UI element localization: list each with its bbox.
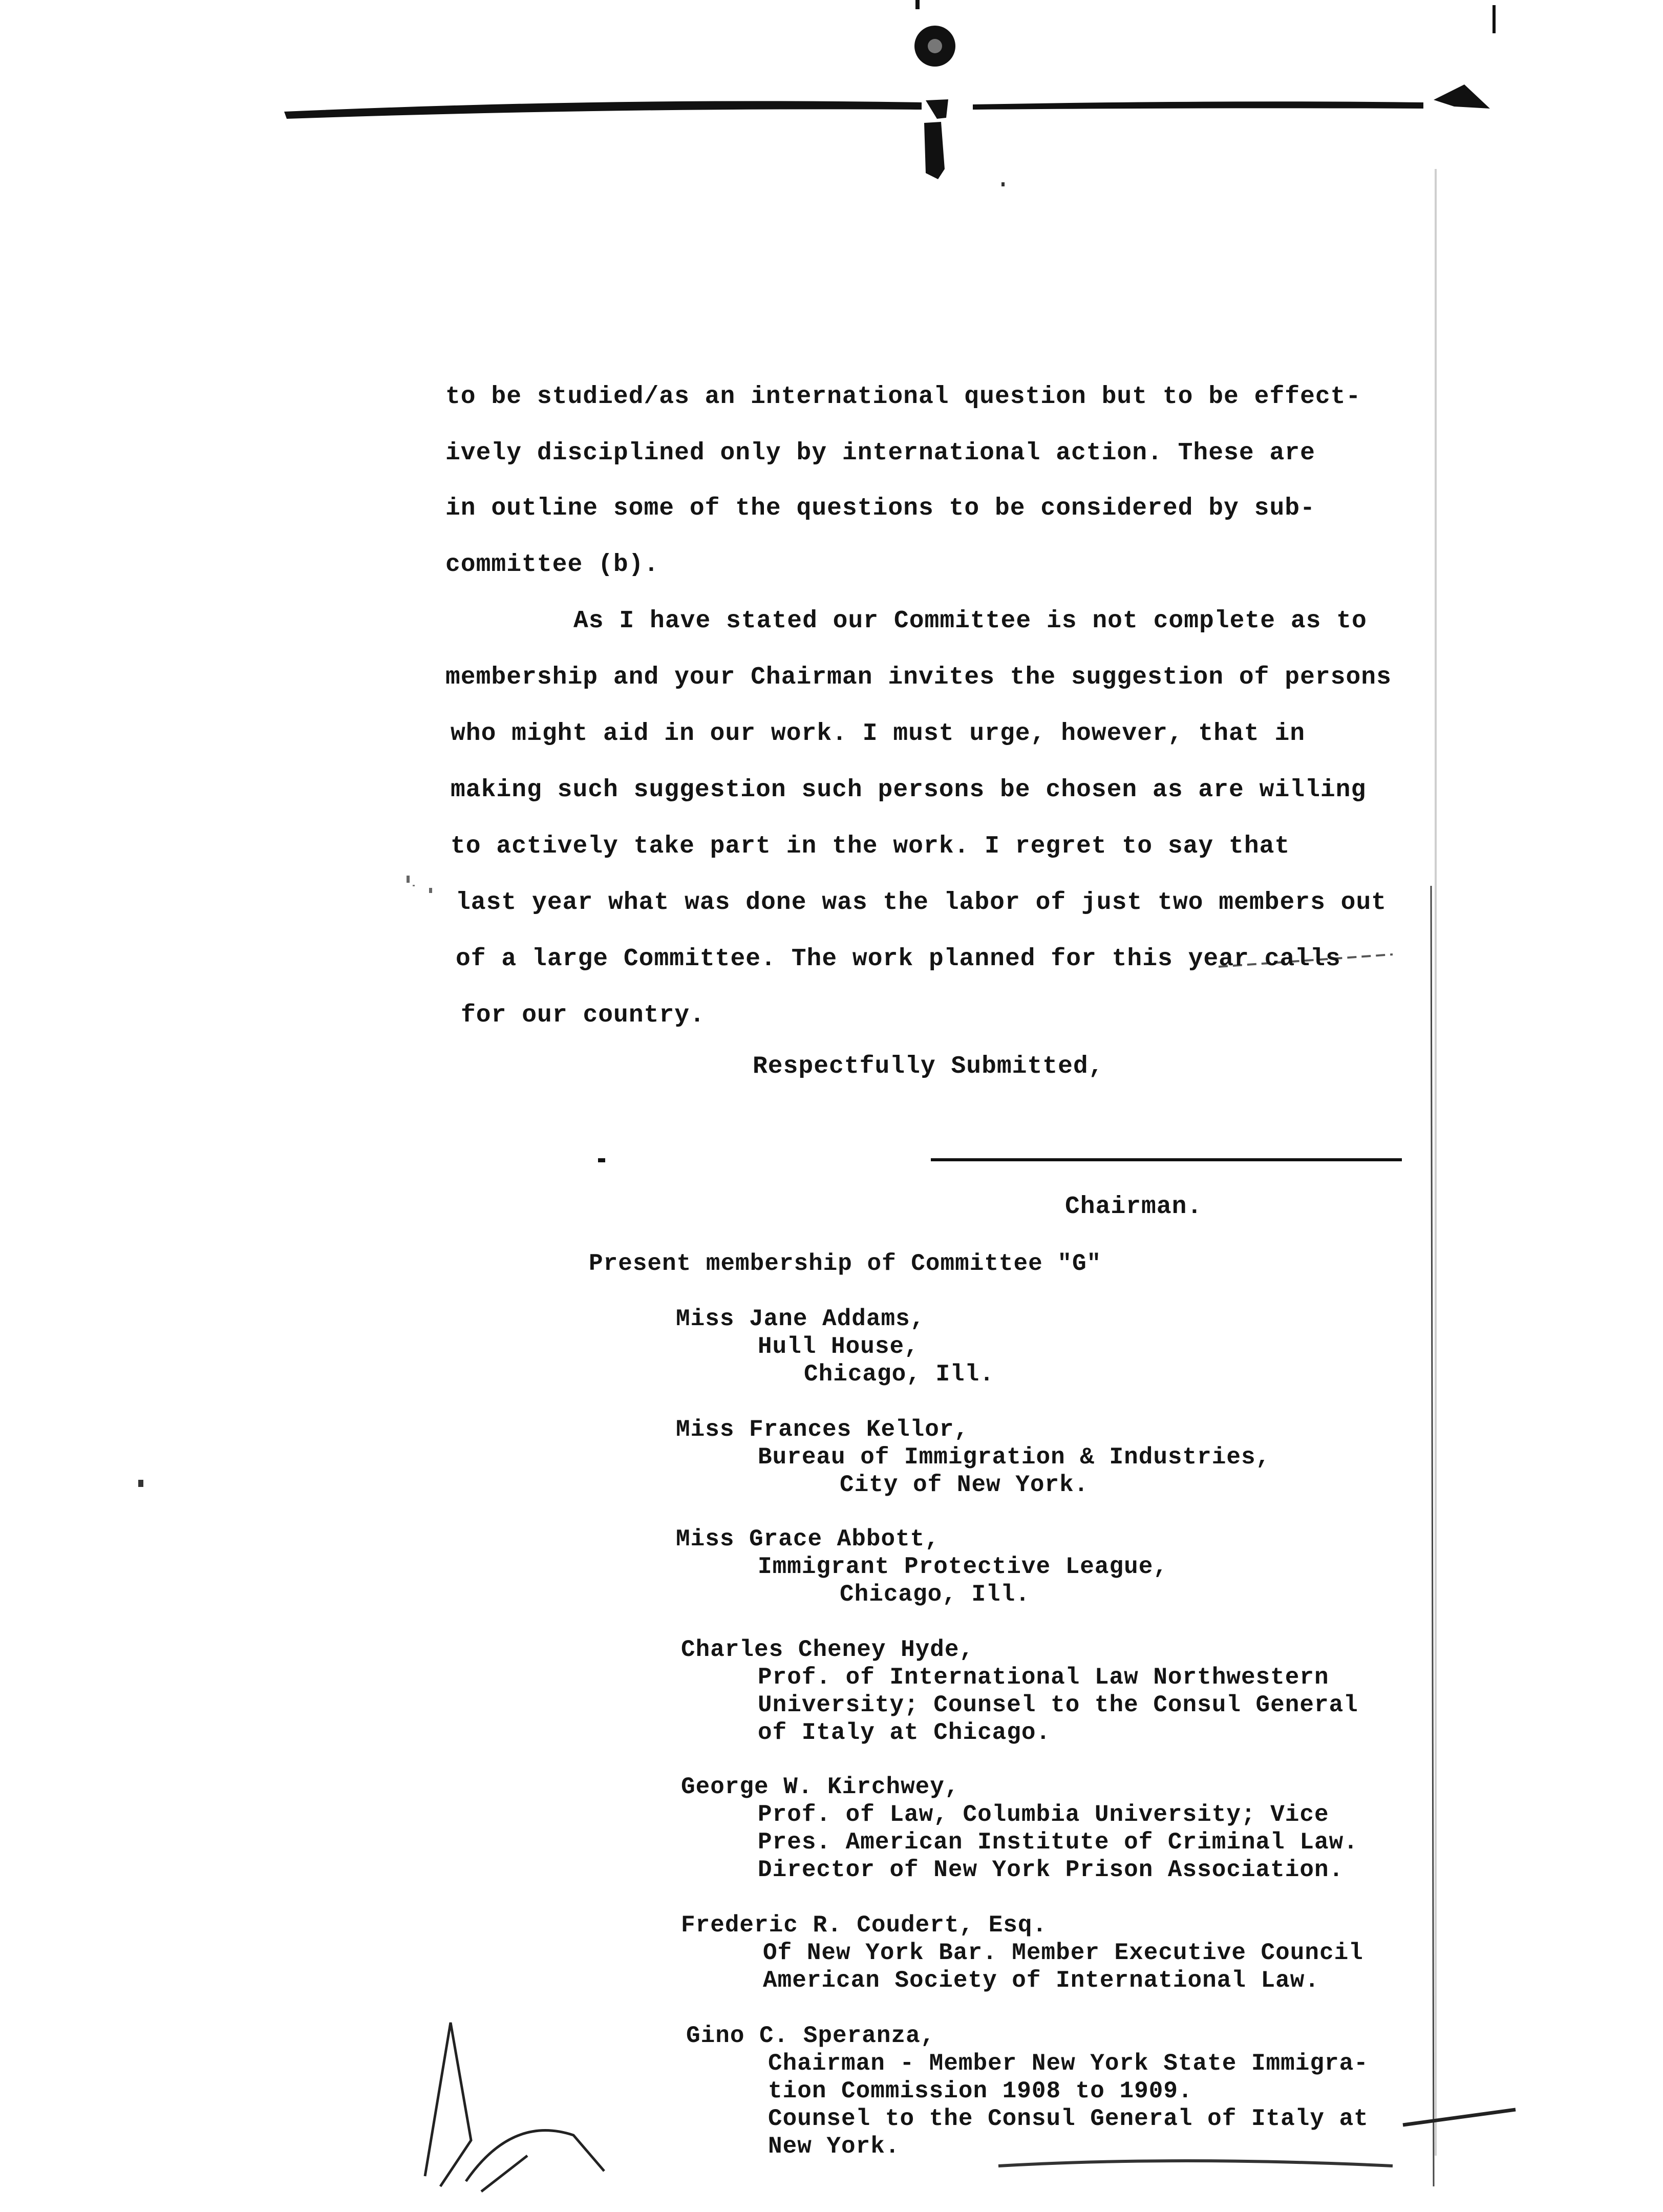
member-detail: Immigrant Protective League, [758, 1554, 1168, 1580]
member-detail: University; Counsel to the Consul General [758, 1692, 1358, 1718]
body-line-10: last year what was done was the labor of just two members out [456, 889, 1387, 917]
member-detail: City of New York. [840, 1472, 1089, 1498]
member-detail: Chicago, Ill. [804, 1361, 994, 1388]
member-detail: Pres. American Institute of Criminal Law. [758, 1829, 1358, 1856]
member-detail: Chairman - Member New York State Immigra- [768, 2050, 1369, 2077]
signature-line [931, 1158, 1402, 1161]
body-line-5: As I have stated our Committee is not complete as to [573, 607, 1367, 635]
body-line-4: committee (b). [445, 551, 659, 579]
member-detail: American Society of International Law. [763, 1967, 1319, 1994]
body-line-7: who might aid in our work. I must urge, however, that in [451, 720, 1306, 748]
member-name: Miss Jane Addams, [676, 1306, 925, 1332]
membership-heading: Present membership of Committee "G" [589, 1250, 1102, 1277]
member-detail: Counsel to the Consul General of Italy at [768, 2105, 1369, 2132]
member-name: George W. Kirchwey, [681, 1774, 960, 1800]
member-name: Miss Grace Abbott, [676, 1526, 940, 1552]
member-name: Charles Cheney Hyde, [681, 1636, 974, 1663]
member-detail: New York. [768, 2133, 900, 2160]
member-detail: Bureau of Immigration & Industries, [758, 1444, 1271, 1471]
closing-salutation: Respectfully Submitted, [753, 1053, 1104, 1080]
body-line-12: for our country. [461, 1002, 705, 1029]
member-detail: Of New York Bar. Member Executive Council [763, 1940, 1363, 1966]
body-line-2: ively disciplined only by international action. These are [445, 439, 1315, 467]
member-name: Gino C. Speranza, [686, 2023, 935, 2049]
member-name: Miss Frances Kellor, [676, 1416, 969, 1443]
member-detail: Prof. of Law, Columbia University; Vice [758, 1801, 1329, 1828]
member-detail: Chicago, Ill. [840, 1581, 1030, 1608]
member-detail: Hull House, [758, 1333, 919, 1360]
member-name: Frederic R. Coudert, Esq. [681, 1912, 1048, 1939]
body-line-8: making such suggestion such persons be chosen as are willing [451, 776, 1367, 804]
body-line-6: membership and your Chairman invites the suggestion of persons [445, 664, 1392, 691]
member-detail: tion Commission 1908 to 1909. [768, 2078, 1193, 2104]
signer-title: Chairman. [1065, 1193, 1203, 1221]
body-line-1: to be studied/as an international question but to be effect- [445, 383, 1361, 411]
body-line-9: to actively take part in the work. I regret to say that [451, 833, 1290, 860]
member-detail: of Italy at Chicago. [758, 1719, 1051, 1746]
body-line-11: of a large Committee. The work planned for this year calls [456, 945, 1341, 973]
member-detail: Prof. of International Law Northwestern [758, 1664, 1329, 1691]
body-line-3: in outline some of the questions to be considered by sub- [445, 495, 1315, 522]
member-detail: Director of New York Prison Association. [758, 1857, 1344, 1883]
